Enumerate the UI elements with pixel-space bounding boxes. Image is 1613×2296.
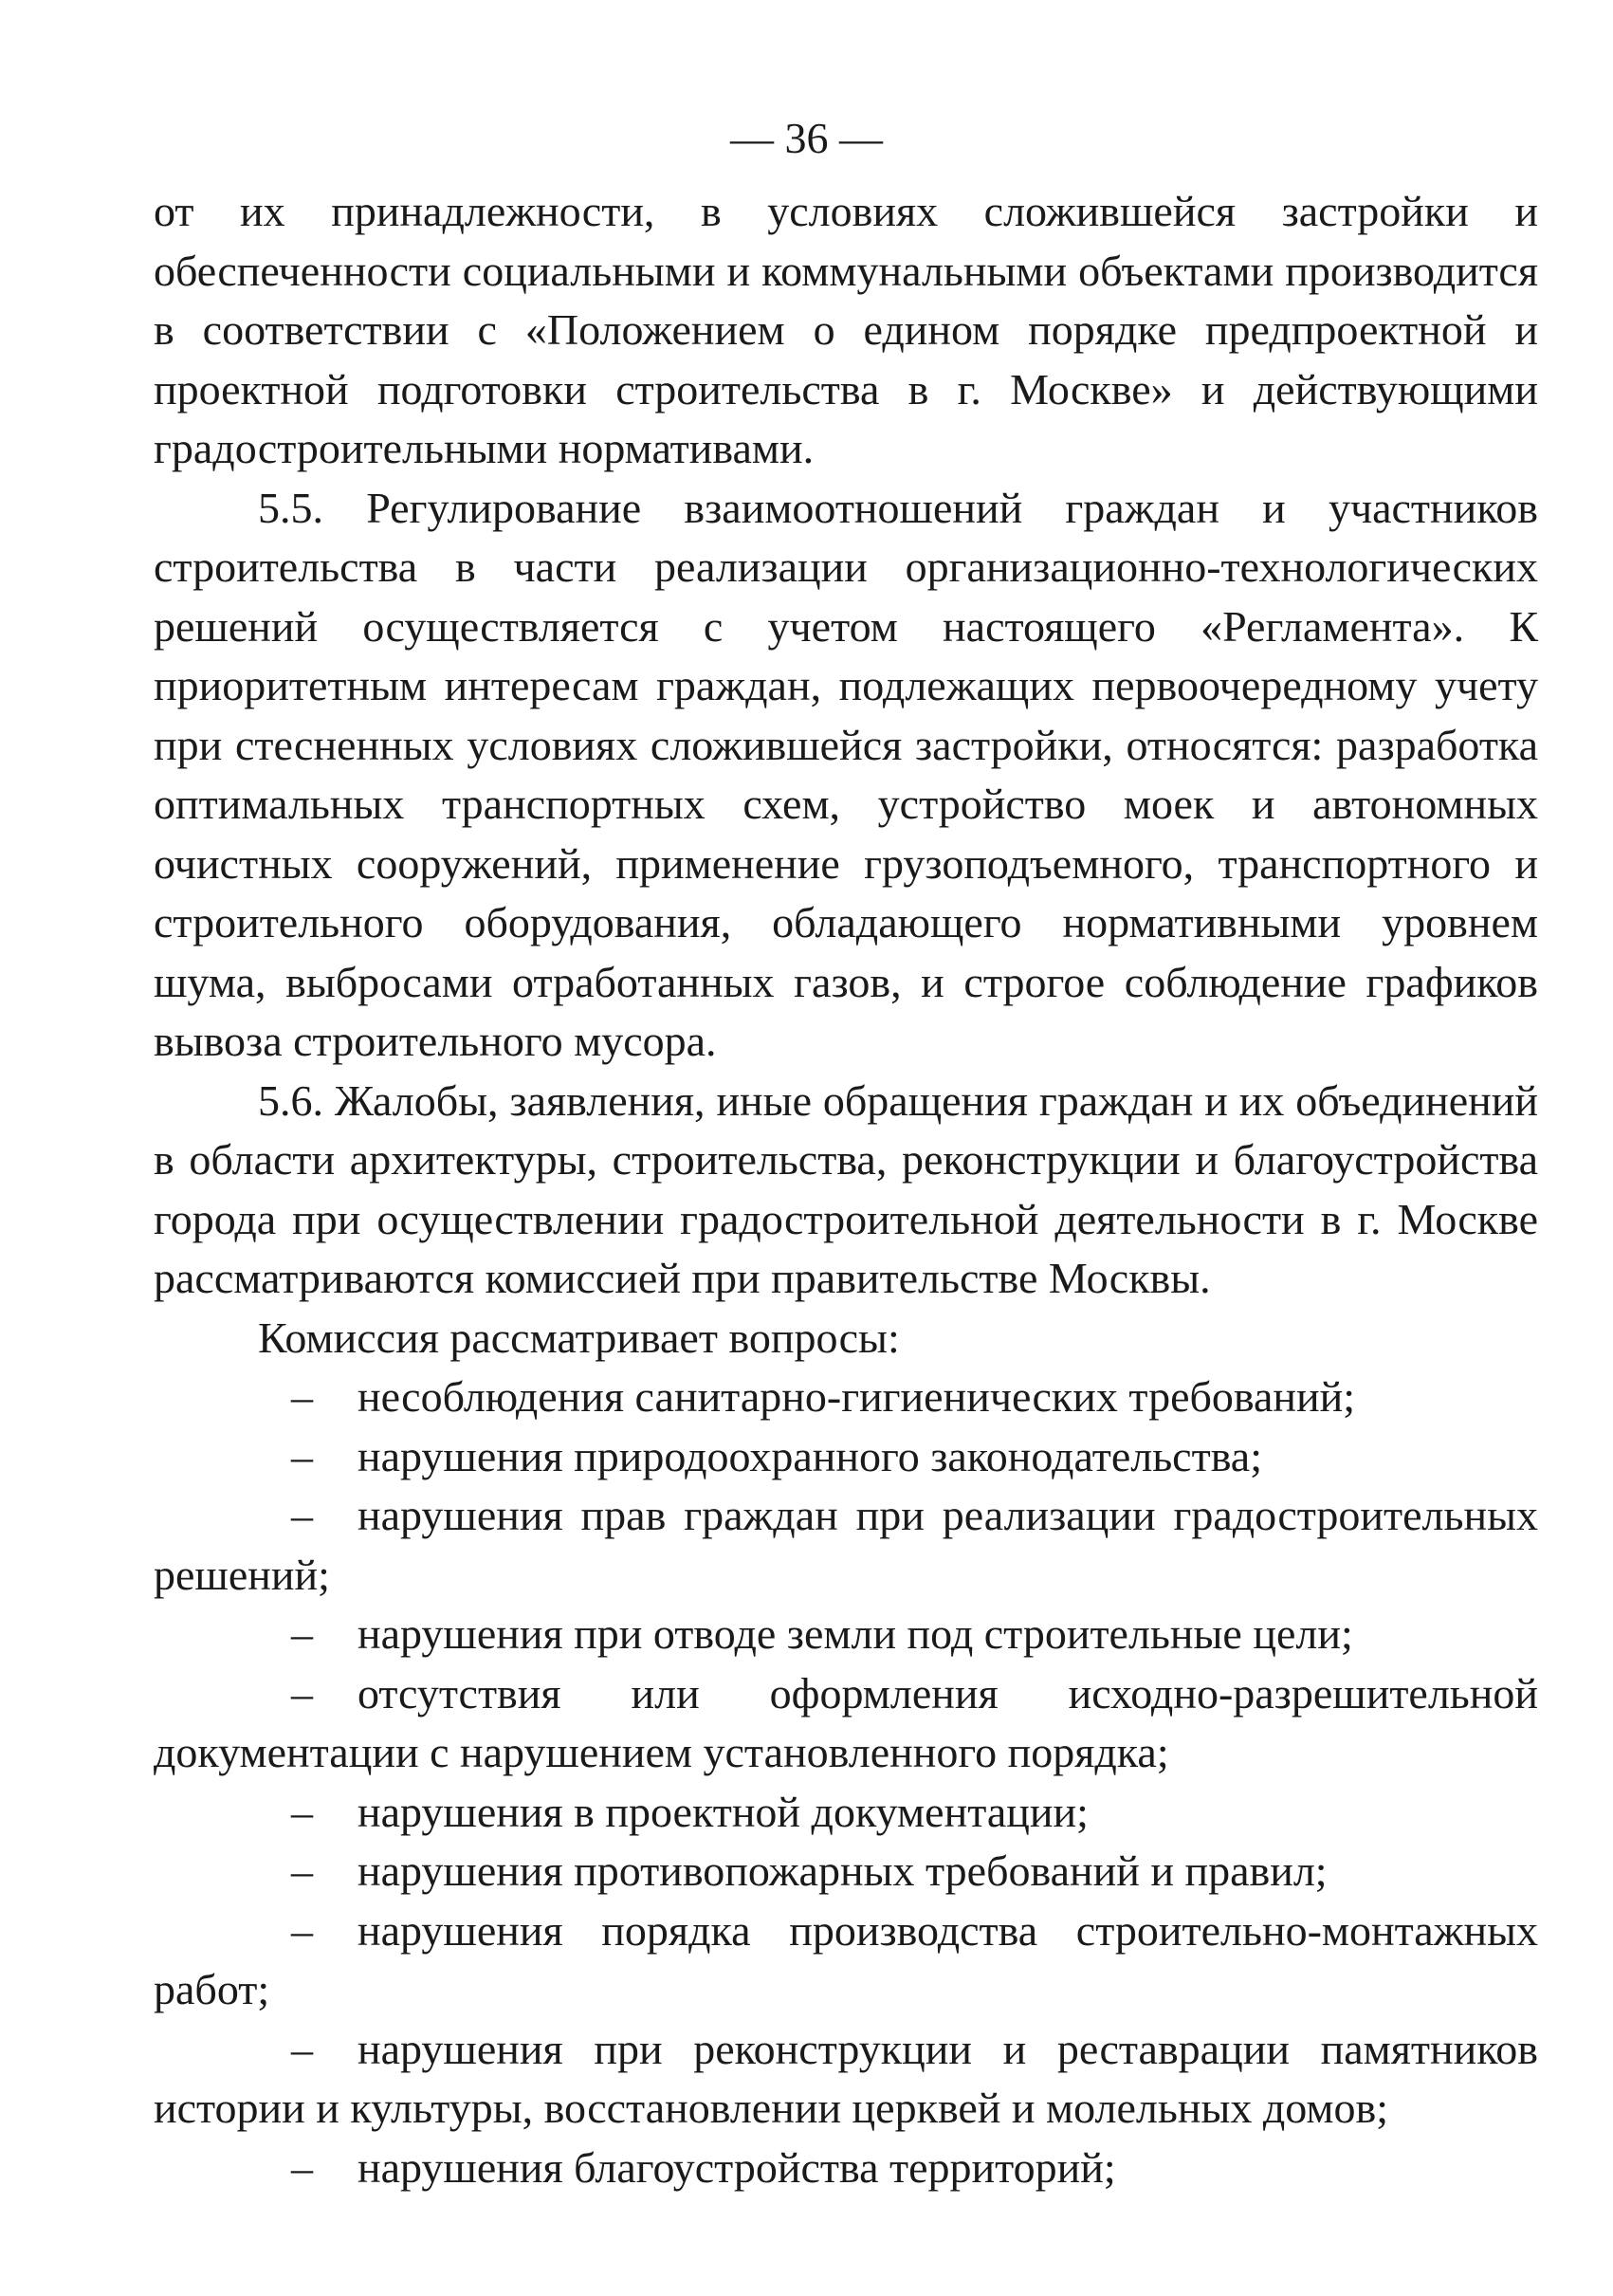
list-item-text: нарушения в проектной документации; — [357, 1787, 1089, 1836]
list-item — [154, 1664, 1538, 1783]
dash-marker: – — [291, 2024, 313, 2073]
dash-marker: – — [291, 1609, 313, 1658]
list-item — [154, 1427, 1538, 1487]
list-item — [154, 1605, 1538, 1664]
list-item-text: нарушения прав граждан при реализации градостроительных решений; — [154, 1491, 1538, 1599]
dash-marker: – — [291, 1846, 313, 1895]
paragraph-continuation: от их принадлежности, в условиях сложившейся застройки и обеспеченности социальными и коммунальными объектами производится в соответствии с «Положением о едином порядке предпроектной и проектной подготовки строительства в г. Москве» и действующими градостроительными нормативами. — [154, 187, 1538, 472]
issues-list — [154, 1368, 1538, 2197]
list-item-text: нарушения противопожарных требований и правил; — [357, 1846, 1328, 1895]
list-item — [154, 2020, 1538, 2139]
dash-marker: – — [291, 1787, 313, 1836]
paragraph-5-5: 5.5. Регулирование взаимоотношений граждан и участников строительства в части реализации организационно-технологических решений осуществляется с учетом настоящего «Регламента». К приоритетным интересам граждан, подлежащих первоочередному учету при стесненных условиях сложившейся застройки, относятся: разработка оптимальных транспортных схем, устройство моек и автономных очистных сооружений, применение грузоподъемного, транспортного и строительного оборудования, обладающего нормативными уровнем шума, выбросами отработанных газов, и строгое соблюдение графиков вывоза строительного мусора. — [154, 483, 1538, 1065]
list-item — [154, 1901, 1538, 2020]
dash-marker: – — [291, 1431, 313, 1480]
list-item — [154, 2139, 1538, 2198]
list-intro: Комиссия рассматривает вопросы: — [258, 1313, 900, 1362]
document-body — [154, 182, 1538, 2197]
list-item — [154, 1783, 1538, 1843]
dash-marker: – — [291, 1372, 313, 1421]
page-number: — 36 — — [730, 114, 883, 162]
list-item — [154, 1842, 1538, 1901]
dash-marker: – — [291, 1491, 313, 1539]
dash-marker: – — [291, 1905, 313, 1955]
list-item-text: отсутствия или оформления исходно-разрешительной документации с нарушением установленного порядка; — [154, 1668, 1538, 1776]
list-item-text: нарушения благоустройства территорий; — [357, 2142, 1116, 2192]
list-item-text: нарушения природоохранного законодательства; — [357, 1431, 1263, 1480]
list-item-text: несоблюдения санитарно-гигиенических требований; — [357, 1372, 1356, 1421]
list-item — [154, 1486, 1538, 1605]
paragraph-5-6: 5.6. Жалобы, заявления, иные обращения граждан и их объединений в области архитектуры, строительства, реконструкции и благоустройства города при осуществлении градостроительной деятельности в г. Москве рассматриваются комиссией при правительстве Москвы. — [154, 1075, 1538, 1302]
list-item-text: нарушения порядка производства строительно-монтажных работ; — [154, 1905, 1538, 2013]
dash-marker: – — [291, 2142, 313, 2192]
list-item-text: нарушения при реконструкции и реставрации памятников истории и культуры, восстановлении церквей и молельных домов; — [154, 2024, 1538, 2132]
list-item-text: нарушения при отводе земли под строительные цели; — [357, 1609, 1353, 1658]
list-item — [154, 1368, 1538, 1427]
dash-marker: – — [291, 1668, 313, 1717]
